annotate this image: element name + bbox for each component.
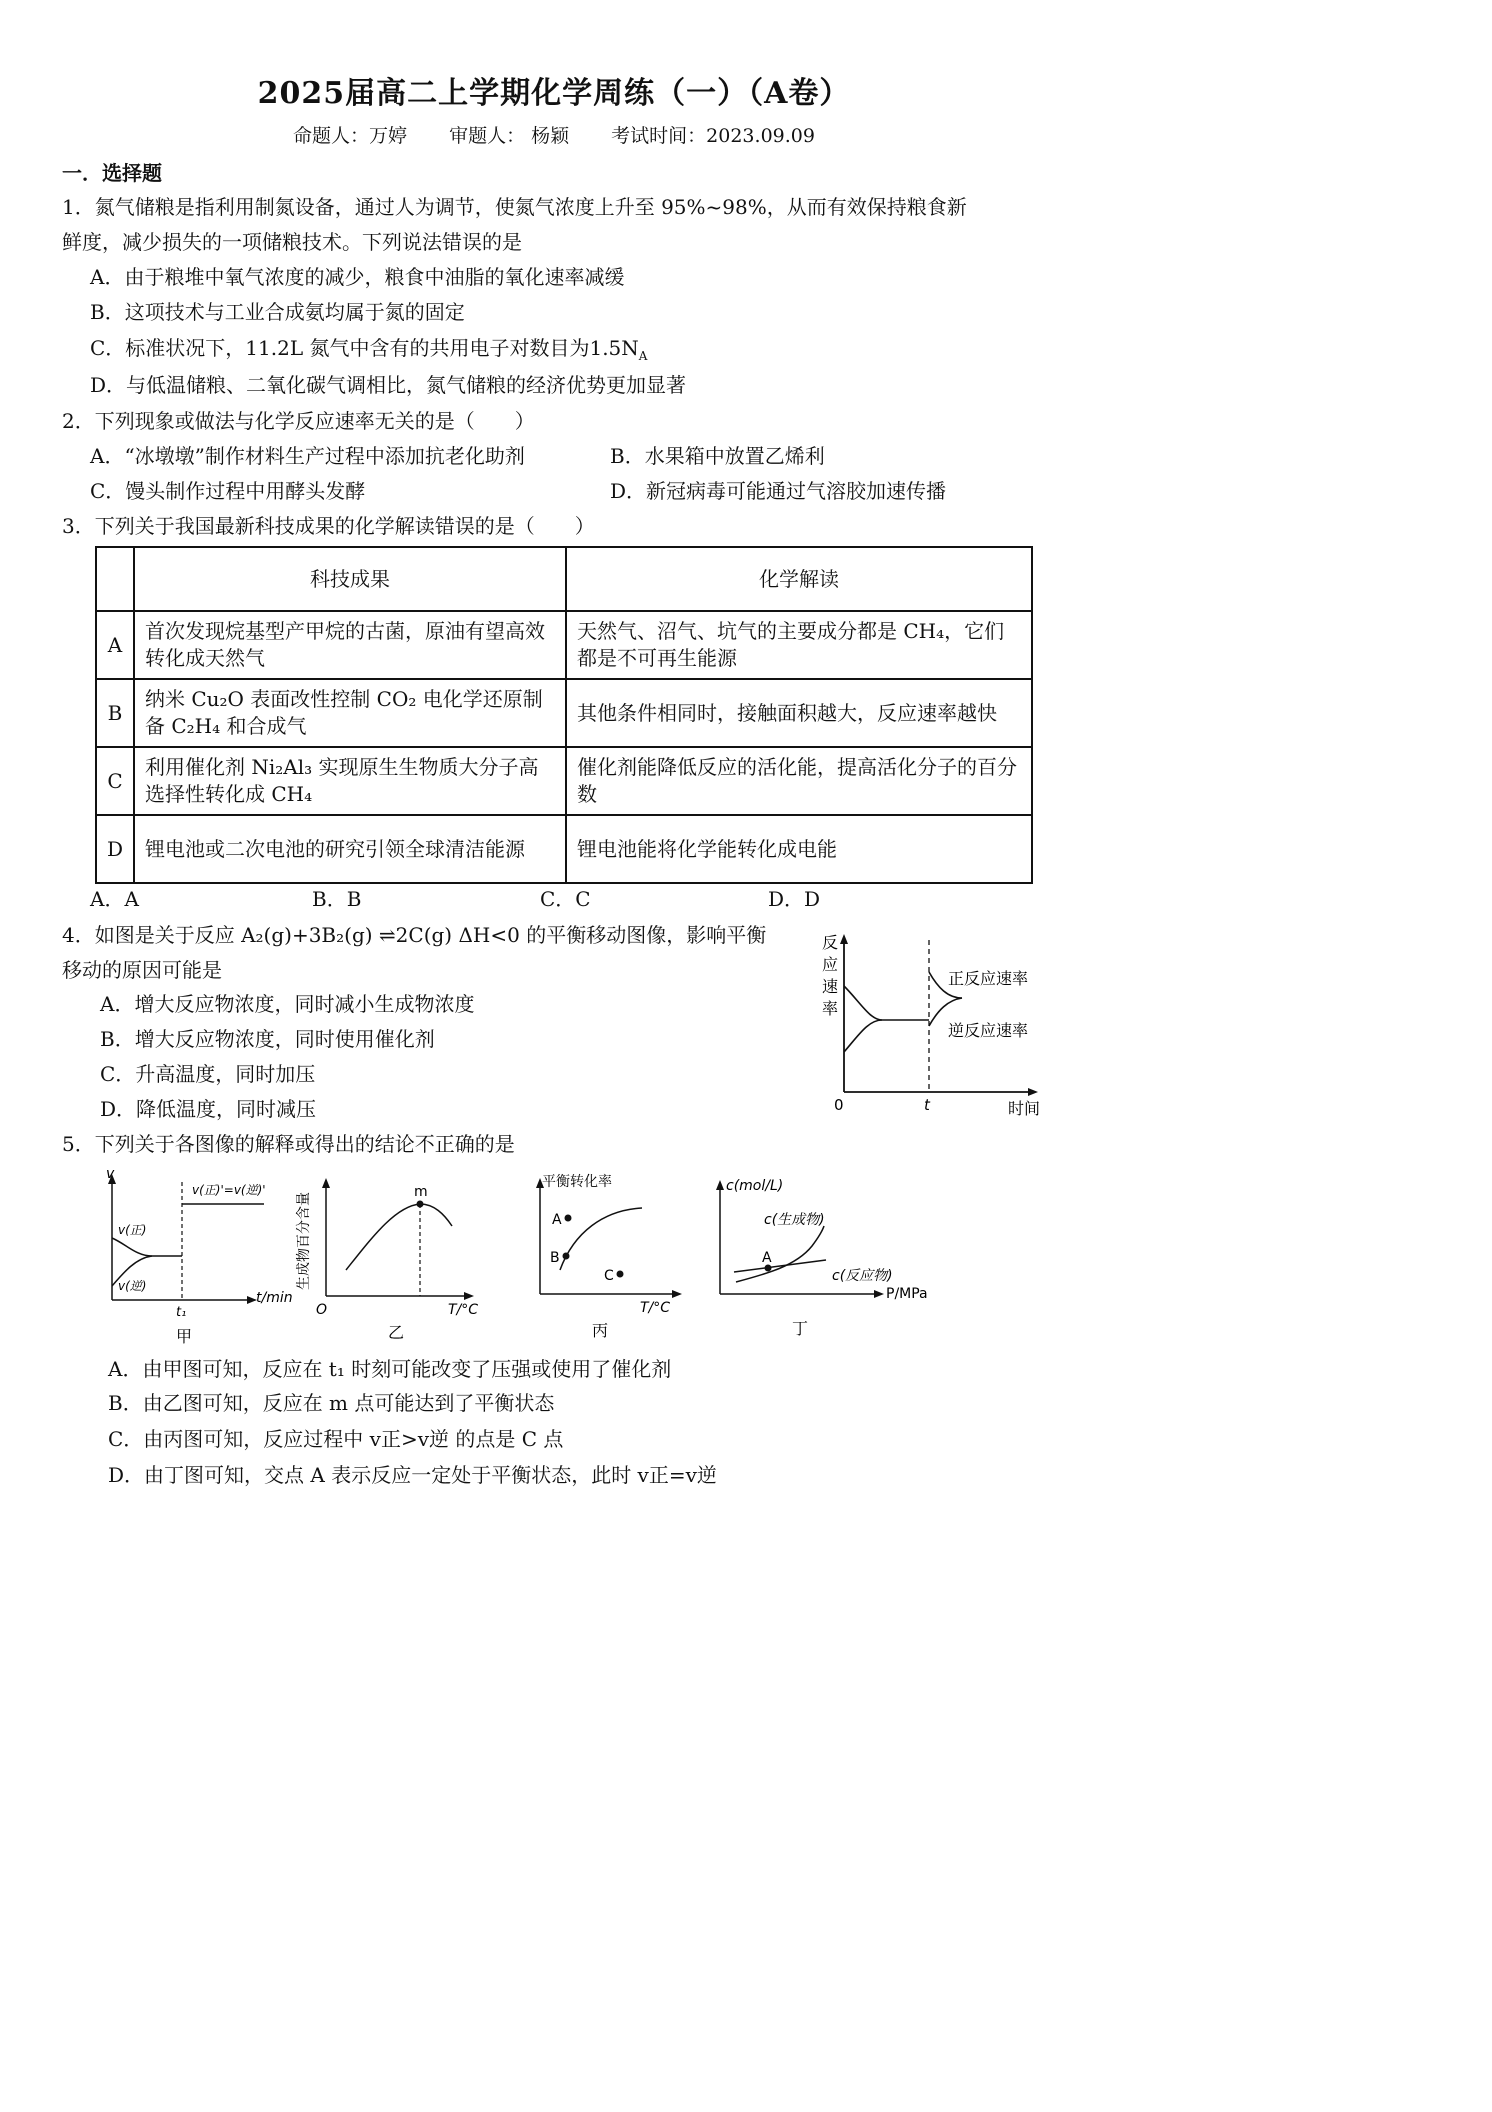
interpretation-cell: 天然气、沼气、坑气的主要成分都是 CH₄，它们都是不可再生能源 (566, 611, 1032, 679)
row-tag: C (96, 747, 134, 815)
q1-stem-line2: 鲜度，减少损失的一项储粮技术。下列说法错误的是 (62, 230, 522, 254)
q4-stem-line1: 4．如图是关于反应 A₂(g)+3B₂(g) ⇌2C(g) ΔH<0 的平衡移动图像，影响平衡 (62, 923, 767, 947)
svg-text:t₁: t₁ (176, 1305, 187, 1320)
y-label-char: 率 (822, 999, 839, 1018)
q5-option-b: B．由乙图可知，反应在 m 点可能达到了平衡状态 (108, 1391, 555, 1415)
svg-text:甲: 甲 (176, 1327, 193, 1346)
forward-rate-curve-before (844, 986, 929, 1020)
svg-text:A: A (762, 1250, 772, 1266)
interpretation-cell: 其他条件相同时，接触面积越大，反应速率越快 (566, 679, 1032, 747)
svg-text:生成物百分含量: 生成物百分含量 (296, 1192, 312, 1290)
row-tag: B (96, 679, 134, 747)
q4-stem-line2: 移动的原因可能是 (62, 958, 222, 982)
q1-option-c: C．标准状况下，11.2L 氮气中含有的共用电子对数目为$1.5N_A$ (90, 336, 648, 363)
page-title: 2025届高二上学期化学周练（一）（A卷） (257, 76, 851, 111)
q2-option-a: A．“冰墩墩”制作材料生产过程中添加抗老化助剂 (90, 444, 525, 468)
q5-option-a: A．由甲图可知，反应在 t₁ 时刻可能改变了压强或使用了催化剂 (108, 1357, 672, 1381)
svg-text:丁: 丁 (792, 1319, 809, 1338)
q4-option-a: A．增大反应物浓度，同时减小生成物浓度 (100, 992, 475, 1016)
q2-option-b: B．水果箱中放置乙烯利 (610, 444, 825, 468)
q1-option-d: D．与低温储粮、二氧化碳气调相比，氮气储粮的经济优势更加显著 (90, 373, 687, 397)
achievement-cell: 锂电池或二次电池的研究引领全球清洁能源 (134, 815, 566, 883)
q2-option-d: D．新冠病毒可能通过气溶胶加速传播 (610, 479, 947, 503)
svg-text:丙: 丙 (592, 1321, 609, 1340)
svg-text:c(反应物): c(反应物) (832, 1268, 893, 1284)
svg-text:c(mol/L): c(mol/L) (726, 1178, 784, 1194)
exam-date: 考试时间：2023.09.09 (611, 125, 815, 147)
svg-text:T/°C: T/°C (640, 1300, 671, 1316)
x-axis-label: 时间 (1008, 1099, 1041, 1118)
svg-text:v(正)'=v(逆)': v(正)'=v(逆)' (192, 1183, 266, 1197)
t-label: t (924, 1096, 930, 1114)
q2-stem: 2．下列现象或做法与化学反应速率无关的是（ ） (62, 409, 535, 433)
y-label-char: 速 (822, 977, 839, 996)
q3-table (95, 546, 1033, 884)
q4-option-b: B．增大反应物浓度，同时使用催化剂 (100, 1027, 435, 1051)
svg-text:T/°C: T/°C (448, 1302, 479, 1318)
exam-info (0, 121, 1108, 148)
svg-text:m: m (414, 1184, 428, 1200)
row-tag: D (96, 815, 134, 883)
col-header-interpretation: 化学解读 (566, 547, 1032, 611)
setter: 命题人：万婷 (293, 125, 408, 147)
q3-option-b: B．B (312, 887, 362, 911)
svg-text:t/min: t/min (256, 1290, 293, 1306)
q3-option-c: C．C (540, 887, 591, 911)
svg-text:P/MPa: P/MPa (886, 1286, 928, 1302)
reverse-rate-curve-before (844, 1020, 882, 1052)
col-header-achievement: 科技成果 (134, 547, 566, 611)
svg-text:O: O (316, 1302, 328, 1318)
q5-stem: 5．下列关于各图像的解释或得出的结论不正确的是 (62, 1132, 515, 1156)
q3-option-d: D．D (768, 887, 821, 911)
row-tag: A (96, 611, 134, 679)
q4-option-d: D．降低温度，同时减压 (100, 1097, 317, 1121)
q3-stem: 3．下列关于我国最新科技成果的化学解读错误的是（ ） (62, 514, 595, 538)
svg-text:A: A (552, 1212, 562, 1228)
q1-stem-line1: 1．氮气储粮是指利用制氮设备，通过人为调节，使氮气浓度上升至 95%~98%，从而有效保持粮食新 (62, 195, 967, 219)
fig-ding (706, 1170, 946, 1350)
svg-text:v(正): v(正) (118, 1223, 147, 1237)
interpretation-cell: 锂电池能将化学能转化成电能 (566, 815, 1032, 883)
fig-yi (296, 1170, 500, 1350)
fig-jia (96, 1162, 306, 1347)
q3-option-a: A．A (90, 887, 139, 911)
reverse-rate-label: 逆反应速率 (948, 1021, 1029, 1040)
section-heading: 一．选择题 (62, 161, 162, 185)
q5-option-d: D．由丁图可知，交点 A 表示反应一定处于平衡状态，此时 v正=v逆 (108, 1463, 717, 1487)
table-row (96, 611, 1032, 679)
achievement-cell: 利用催化剂 Ni₂Al₃ 实现原生生物质大分子高选择性转化成 CH₄ (134, 747, 566, 815)
y-label-char: 反 (822, 933, 839, 952)
q1-option-a: A．由于粮堆中氧气浓度的减少，粮食中油脂的氧化速率减缓 (90, 265, 625, 289)
svg-text:C: C (604, 1268, 614, 1284)
q2-option-c: C．馒头制作过程中用酵头发酵 (90, 479, 366, 503)
interpretation-cell: 催化剂能降低反应的活化能，提高活化分子的百分数 (566, 747, 1032, 815)
q1-option-b: B．这项技术与工业合成氨均属于氮的固定 (90, 300, 465, 324)
table-row (96, 747, 1032, 815)
svg-text:平衡转化率: 平衡转化率 (542, 1174, 612, 1190)
x-axis-arrow (1028, 1088, 1038, 1096)
achievement-cell: 首次发现烷基型产甲烷的古菌，原油有望高效转化成天然气 (134, 611, 566, 679)
y-axis-arrow (840, 934, 848, 944)
table-corner (96, 547, 134, 611)
svg-text:c(生成物): c(生成物) (764, 1212, 825, 1228)
q4-rate-graph (812, 928, 1052, 1124)
svg-text:v: v (106, 1166, 115, 1182)
origin-label: 0 (834, 1096, 844, 1114)
svg-text:v(逆): v(逆) (118, 1279, 147, 1293)
q5-option-c: C．由丙图可知，反应过程中 v正>v逆 的点是 C 点 (108, 1427, 564, 1451)
forward-rate-label: 正反应速率 (948, 969, 1029, 988)
svg-text:B: B (550, 1250, 560, 1266)
fig-bing (516, 1168, 706, 1346)
table-row (96, 815, 1032, 883)
table-row (96, 679, 1032, 747)
q4-option-c: C．升高温度，同时加压 (100, 1062, 316, 1086)
svg-text:乙: 乙 (388, 1323, 405, 1342)
reviewer: 审题人： 杨颖 (449, 125, 570, 147)
achievement-cell: 纳米 Cu₂O 表面改性控制 CO₂ 电化学还原制备 C₂H₄ 和合成气 (134, 679, 566, 747)
y-label-char: 应 (822, 955, 839, 974)
